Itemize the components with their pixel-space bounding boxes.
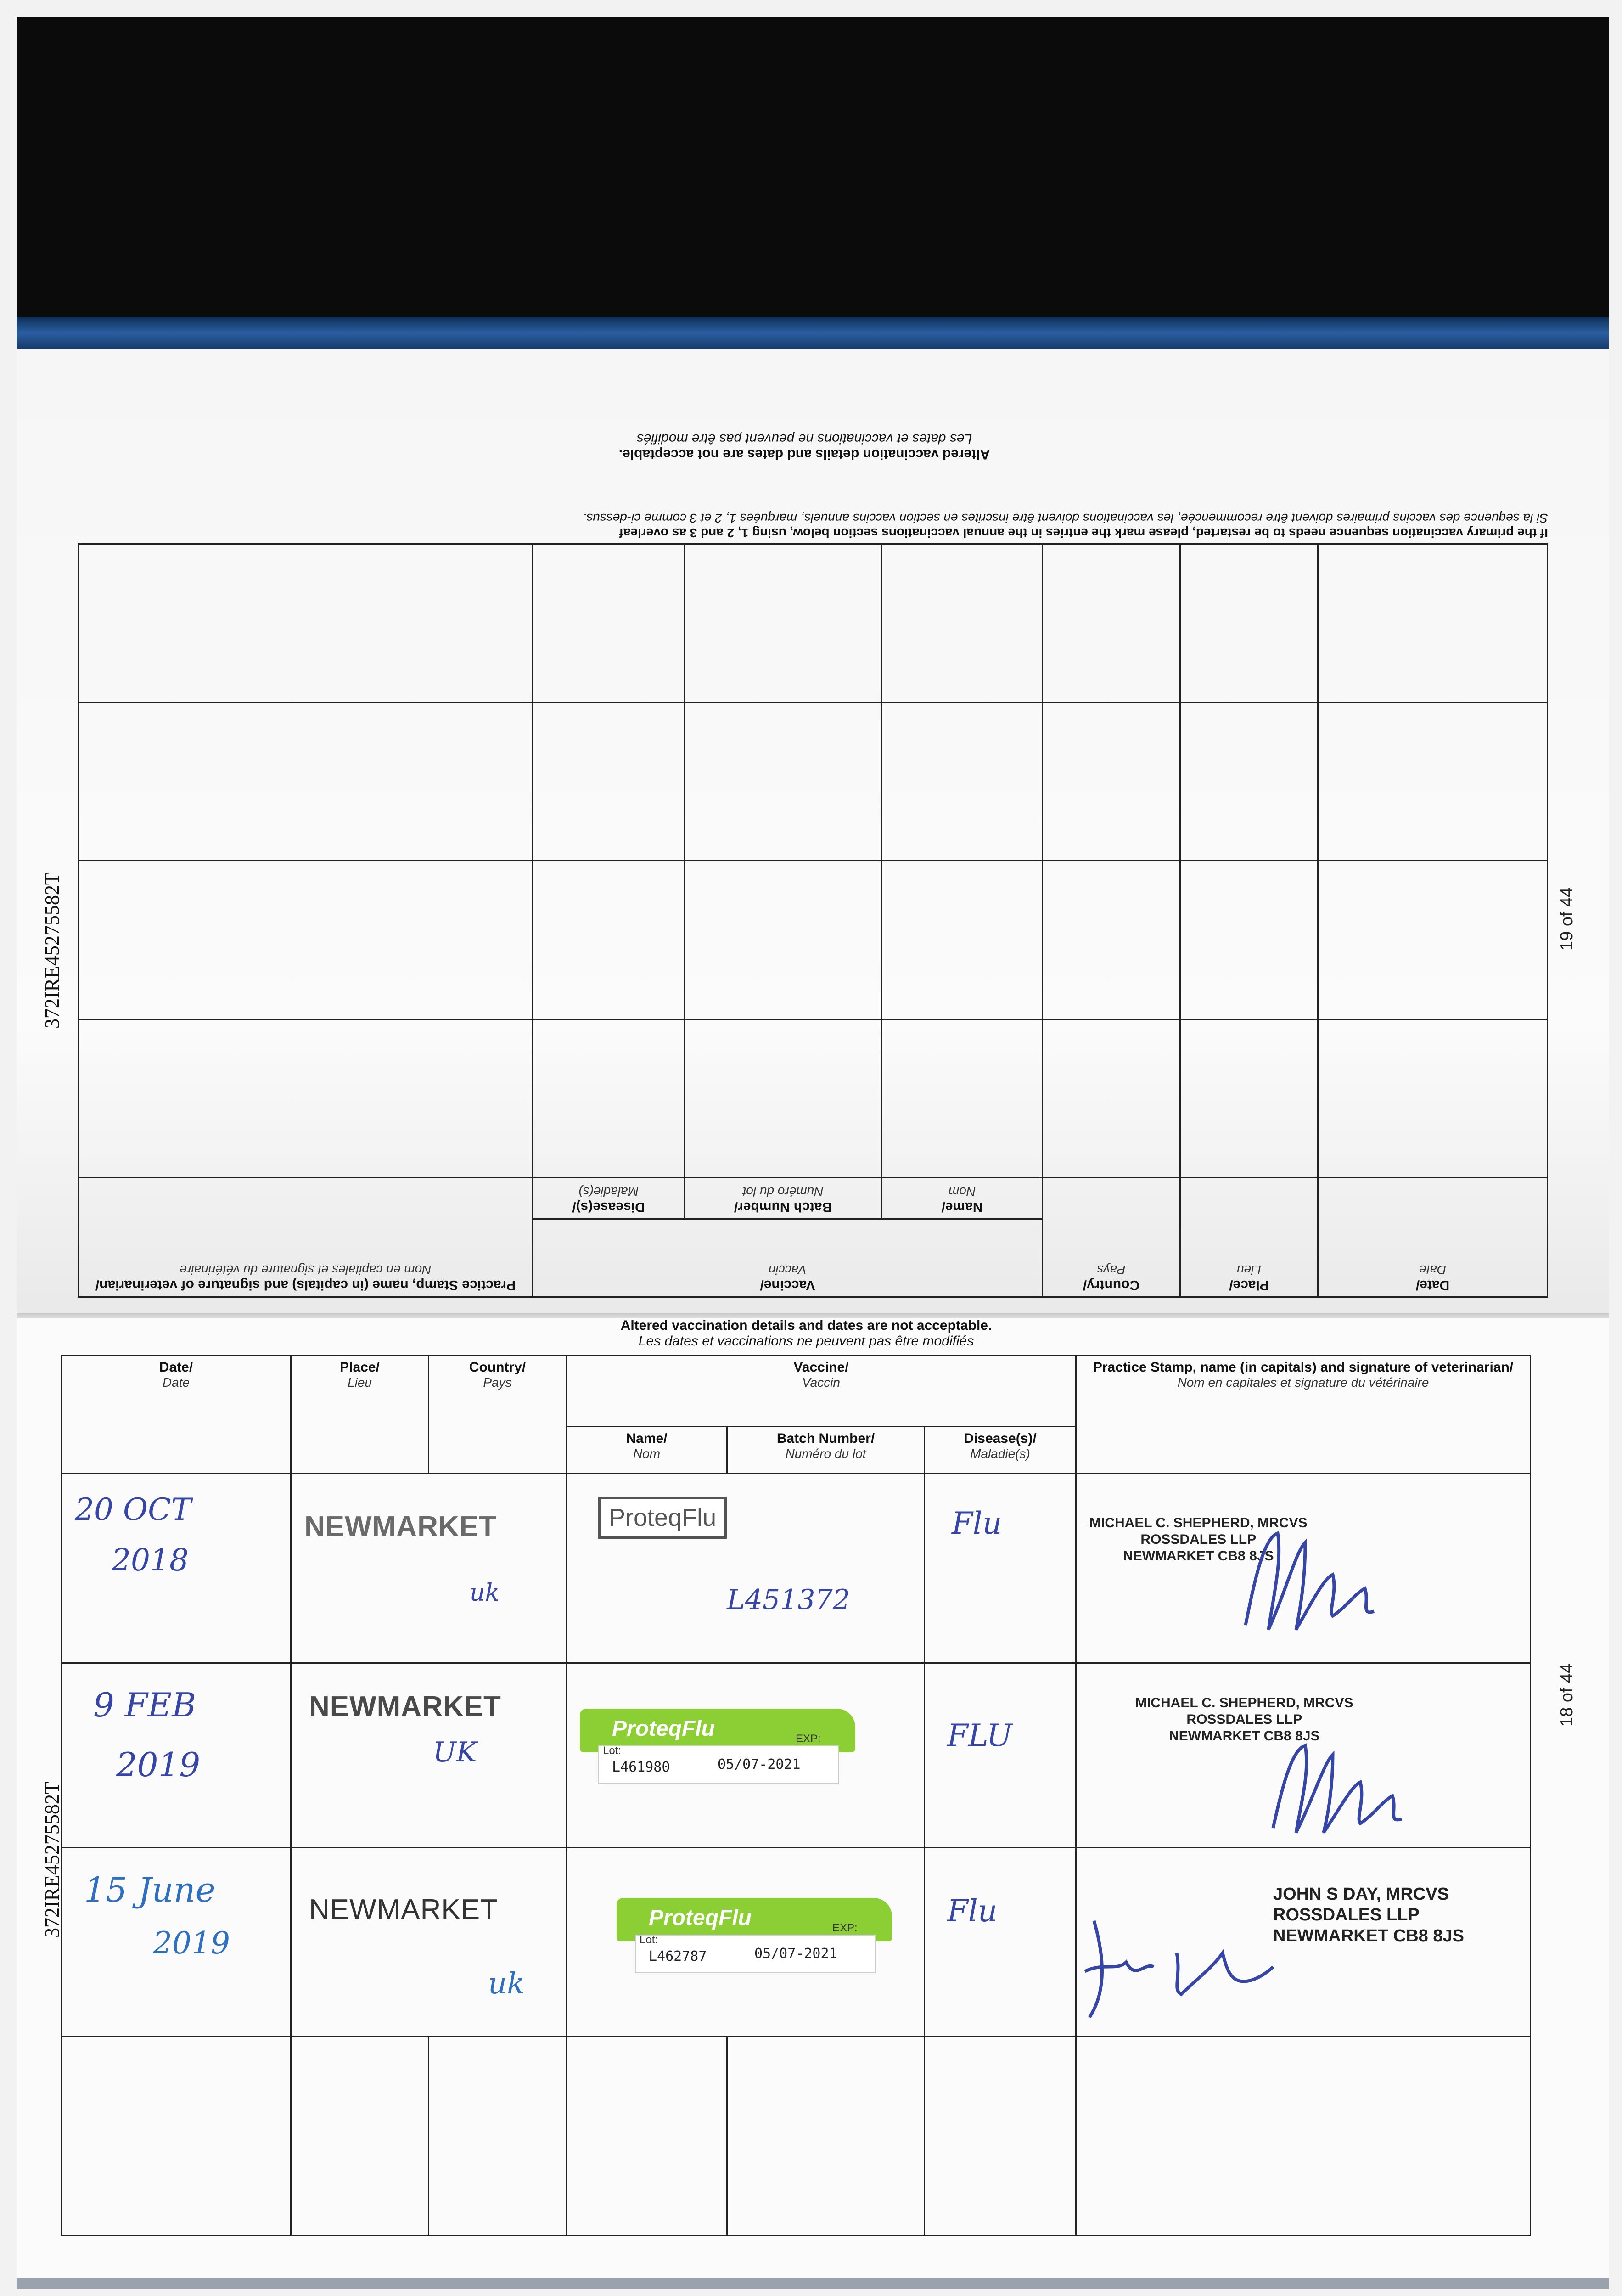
entry2-vet-line2: ROSSDALES LLP [1186,1711,1302,1727]
entry3-disease: Flu [947,1893,998,1929]
entry2-label-exp: 05/07-2021 [718,1756,801,1773]
lower-header-country-fr: Pays [483,1375,512,1390]
lower-header-name [567,1426,727,1474]
scan-bottom-edge [17,2278,1609,2289]
table-row [62,2037,1531,2236]
upper-rotated-content [61,416,1548,1298]
lower-header-place-en: Place/ [340,1360,380,1375]
notice-lower-line2: Les dates et vaccinations ne peuvent pas être modifiés [638,1334,974,1349]
instructions-line2: Si la sequence des vaccins primaires doivent être recommencée, les vaccinations doivent être inscrites en section vaccins annuels, marquées 1, 2 et 3 comme ci-dessus. [583,511,1548,525]
page-number-lower: 18 of 44 [1557,1663,1577,1727]
entry3-vaccine-cell [567,1847,925,2037]
entry1-date-line2: 2018 [112,1542,189,1578]
entry3-place-stamp: NEWMARKET [309,1893,498,1925]
entry3-date-line1: 15 June [84,1870,216,1910]
entry2-disease-cell [925,1663,1076,1847]
page-number-upper: 19 of 44 [1557,887,1577,951]
entry2-signature [1264,1736,1420,1837]
upper-header-vet-fr: Nom en capitales et signature du vétérinaire [180,1263,432,1277]
upper-header-disease-en: Disease(s)/ [572,1199,645,1215]
entry2-place-stamp: NEWMARKET [309,1690,501,1722]
vaccination-table-upper [78,543,1548,1298]
lower-header-vaccine-en: Vaccine/ [793,1360,849,1375]
lower-header-country [429,1356,567,1474]
notice-lower [255,1318,1357,1349]
entry1-vet-line2: ROSSDALES LLP [1140,1531,1257,1547]
lower-header-disease-fr: Maladie(s) [970,1446,1030,1461]
entry3-date-cell [62,1847,291,2037]
lower-header-batch [727,1426,925,1474]
upper-header-name-en: Name/ [941,1199,983,1215]
lower-header-place-fr: Lieu [348,1375,372,1390]
entry1-date-cell [62,1474,291,1663]
entry2-date-cell [62,1663,291,1847]
lower-header-name-en: Name/ [626,1430,668,1446]
upper-header-date-en: Date/ [1415,1277,1450,1293]
entry3-date-line2: 2019 [153,1925,230,1961]
restart-instructions [309,511,1548,540]
entry2-label-lot: L461980 [612,1759,670,1775]
lower-header-place [291,1356,429,1474]
upper-header-date-fr: Date [1419,1263,1447,1277]
upper-header-country-en: Country/ [1083,1277,1140,1293]
lower-header-vet [1076,1356,1531,1474]
instructions-line1: If the primary vaccination sequence needs to be restarted, please mark the entries in the annual vaccinations section below, using 1, 2 and 3 as overleaf [619,526,1548,540]
upper-header-disease [533,1178,684,1219]
entry2-vet-cell [1076,1663,1531,1847]
table-row [62,1847,1531,2037]
upper-header-disease-fr: Maladie(s) [578,1185,639,1199]
upper-header-place-en: Place/ [1229,1277,1269,1293]
upper-header-batch-en: Batch Number/ [734,1199,832,1215]
document-id-upper: 372IRE45275582T [41,872,63,1029]
entry2-label-lot-caption: Lot: [603,1744,622,1757]
upper-empty-row [78,703,1547,861]
entry2-vaccine-cell [567,1663,925,1847]
upper-empty-row [78,1019,1547,1178]
entry3-vet-stamp [1273,1884,1464,1947]
entry2-vet-line1: MICHAEL C. SHEPHERD, MRCVS [1135,1695,1353,1711]
entry2-disease: FLU [947,1717,1012,1753]
lower-header-country-en: Country/ [469,1360,526,1375]
entry3-vet-line2: ROSSDALES LLP [1273,1905,1420,1925]
entry2-country: UK [433,1736,477,1768]
entry1-signature [1236,1524,1392,1634]
entry3-signature [1076,1912,1278,2022]
entry1-disease-cell [925,1474,1076,1663]
upper-header-name-fr: Nom [948,1185,976,1199]
upper-header-vaccine-fr: Vaccin [768,1263,807,1277]
entry3-vet-line1: JOHN S DAY, MRCVS [1273,1884,1449,1904]
lower-header-row [62,1356,1531,1427]
lower-header-batch-fr: Numéro du lot [785,1446,866,1461]
entry3-label-exp-caption: EXP: [832,1921,858,1934]
entry1-vaccine-name-stamp: ProteqFlu [598,1497,727,1539]
upper-empty-row [78,544,1547,703]
entry3-place-country-cell [291,1847,567,2037]
table-row [62,1474,1531,1663]
upper-header-batch-fr: Numéro du lot [742,1185,824,1199]
lower-header-vet-en: Practice Stamp, name (in capitals) and signature of veterinarian/ [1093,1360,1514,1375]
lower-header-vaccine-fr: Vaccin [802,1375,841,1390]
upper-header-vaccine [533,1219,1042,1297]
upper-header-country [1043,1178,1180,1297]
entry1-country: uk [470,1579,500,1607]
entry1-batch: L451372 [727,1583,850,1616]
entry2-vaccine-label [580,1709,864,1787]
passport-cover-edge [17,317,1609,349]
entry3-vet-line3: NEWMARKET CB8 8JS [1273,1926,1464,1946]
entry1-vaccine-cell [567,1474,925,1663]
upper-header-vaccine-en: Vaccine/ [760,1277,815,1293]
upper-header-batch [685,1178,882,1219]
entry1-vet-line3: NEWMARKET CB8 8JS [1123,1548,1274,1564]
upper-header-name [882,1178,1043,1219]
entry2-label-brand: ProteqFlu [612,1716,715,1741]
notice-lower-line1: Altered vaccination details and dates are not acceptable. [620,1318,992,1333]
entry3-vaccine-label [617,1898,901,1976]
notice-upper [253,431,1355,462]
entry3-label-lot: L462787 [649,1948,707,1964]
lower-header-date [62,1356,291,1474]
entry2-label-exp-caption: EXP: [796,1732,821,1745]
upper-header-place [1180,1178,1318,1297]
entry3-disease-cell [925,1847,1076,2037]
page-18 [17,1318,1609,2282]
document-id-lower: 372IRE45275582T [41,1782,63,1938]
entry2-vet-line3: NEWMARKET CB8 8JS [1169,1728,1320,1744]
entry1-date-line1: 20 OCT [75,1491,191,1527]
entry3-vet-cell [1076,1847,1531,2037]
scan-background [17,17,1609,333]
entry3-label-exp: 05/07-2021 [754,1945,837,1962]
upper-header-row [78,1219,1547,1297]
entry2-date-line1: 9 FEB [93,1685,196,1724]
entry1-vet-cell [1076,1474,1531,1663]
upper-header-vet-en: Practice Stamp, name (in capitals) and signature of veterinarian/ [95,1277,516,1293]
entry3-label-brand: ProteqFlu [649,1905,752,1930]
notice-upper-line2: Les dates et vaccinations ne peuvent pas être modifiés [636,431,972,446]
entry3-country: uk [488,1966,525,2001]
upper-header-vet [78,1178,533,1297]
entry1-place-stamp: NEWMARKET [304,1510,497,1542]
entry2-place-country-cell [291,1663,567,1847]
lower-header-date-en: Date/ [159,1360,193,1375]
upper-header-place-fr: Lieu [1237,1263,1261,1277]
notice-upper-line1: Altered vaccination details and dates are not acceptable. [618,447,990,462]
lower-header-batch-en: Batch Number/ [776,1430,875,1446]
table-row [62,1663,1531,1847]
page-19 [17,349,1609,1318]
upper-header-country-fr: Pays [1097,1263,1126,1277]
entry1-place-country-cell [291,1474,567,1663]
upper-header-date [1318,1178,1548,1297]
lower-header-disease [925,1426,1076,1474]
entry2-date-line2: 2019 [116,1745,201,1784]
upper-empty-row [78,861,1547,1019]
lower-header-disease-en: Disease(s)/ [964,1430,1037,1446]
entry1-disease: Flu [952,1505,1002,1541]
lower-header-name-fr: Nom [633,1446,661,1461]
vaccination-table-lower [61,1355,1531,2236]
lower-header-date-fr: Date [162,1375,190,1390]
entry3-label-lot-caption: Lot: [640,1933,658,1946]
lower-header-vet-fr: Nom en capitales et signature du vétérinaire [1177,1375,1429,1390]
lower-header-vaccine [567,1356,1076,1427]
entry1-vet-line1: MICHAEL C. SHEPHERD, MRCVS [1089,1515,1308,1531]
